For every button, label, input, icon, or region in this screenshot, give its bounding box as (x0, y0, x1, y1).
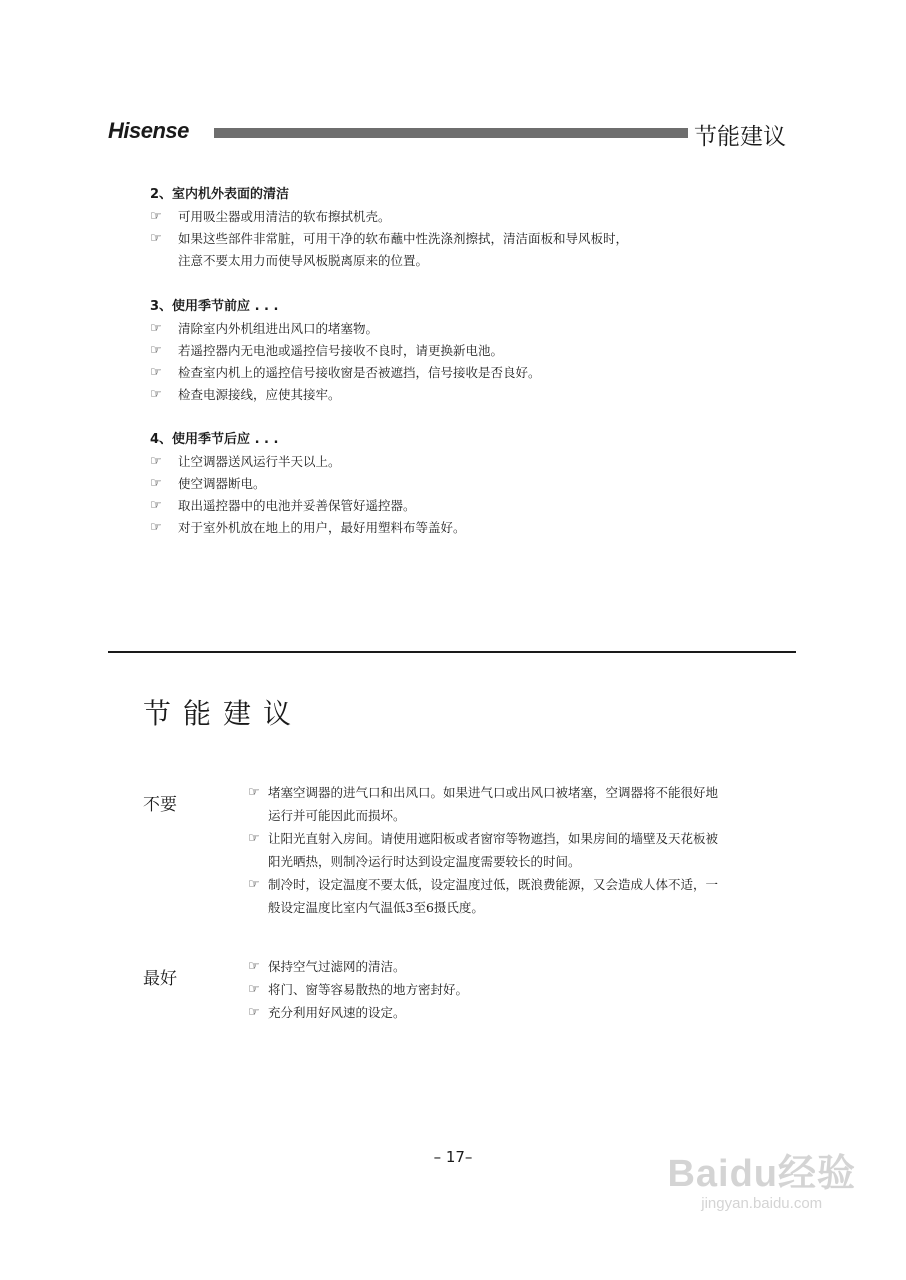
header-bar (214, 128, 688, 138)
pointing-hand-icon: ☞ (248, 877, 260, 892)
hisense-logo: Hisense (108, 118, 189, 143)
section-divider (108, 651, 796, 653)
section-title: 4、使用季节后应 . . . (150, 432, 279, 447)
best-list (248, 955, 778, 1024)
dont-label: 不要 (143, 795, 177, 815)
pointing-hand-icon: ☞ (248, 831, 260, 846)
list-item: ☞ 清除室内外机组进出风口的堵塞物。 (150, 318, 770, 340)
list-item: ☞ 制冷时，设定温度不要太低，设定温度过低，既浪费能源，又会造成人体不适，一 般设定温度比室内气温低3至6摄氏度。 (248, 873, 778, 919)
list-item: ☞ 让阳光直射入房间。请使用遮阳板或者窗帘等物遮挡，如果房间的墙壁及天花板被 阳光晒热，则制冷运行时达到设定温度需要较长的时间。 (248, 827, 778, 873)
pointing-hand-icon: ☞ (248, 982, 260, 997)
watermark-url: jingyan.baidu.com (701, 1195, 823, 1212)
page-number: – 17– (433, 1148, 473, 1166)
list-item: ☞ 若遥控器内无电池或遥控信号接收不良时，请更换新电池。 (150, 340, 770, 362)
list-item: ☞ 检查电源接线，应使其接牢。 (150, 384, 770, 406)
section-indoor-cleaning (150, 184, 770, 272)
pointing-hand-icon: ☞ (150, 520, 162, 535)
best-label: 最好 (143, 969, 177, 989)
list-item: ☞ 堵塞空调器的进气口和出风口。如果进气口或出风口被堵塞，空调器将不能很好地 运行并可能因此而损坏。 (248, 781, 778, 827)
pointing-hand-icon: ☞ (150, 476, 162, 491)
pointing-hand-icon: ☞ (150, 454, 162, 469)
list-item: ☞ 取出遥控器中的电池并妥善保管好遥控器。 (150, 495, 770, 517)
watermark-brand: Baidu经验 (667, 1153, 856, 1195)
dont-list (248, 781, 778, 919)
section-title: 3、使用季节前应 . . . (150, 299, 279, 314)
list-item: ☞ 检查室内机上的遥控信号接收窗是否被遮挡，信号接收是否良好。 (150, 362, 770, 384)
pointing-hand-icon: ☞ (150, 209, 162, 224)
energy-saving-title: 节能建议 (143, 697, 304, 730)
list-item: ☞ 让空调器送风运行半天以上。 (150, 451, 770, 473)
list-item: ☞ 如果这些部件非常脏，可用干净的软布蘸中性洗涤剂擦拭，清洁面板和导风板时， 注意不要太用力而使导风板脱离原来的位置。 (150, 228, 770, 272)
pointing-hand-icon: ☞ (150, 231, 162, 246)
list-item: ☞ 可用吸尘器或用清洁的软布擦拭机壳。 (150, 206, 770, 228)
pointing-hand-icon: ☞ (150, 321, 162, 336)
list-item: ☞ 充分利用好风速的设定。 (248, 1001, 778, 1024)
pointing-hand-icon: ☞ (150, 387, 162, 402)
pointing-hand-icon: ☞ (248, 785, 260, 800)
pointing-hand-icon: ☞ (150, 343, 162, 358)
baidu-watermark (667, 1142, 856, 1212)
section-after-season (150, 429, 770, 539)
section-before-season (150, 296, 770, 406)
list-item: ☞ 对于室外机放在地上的用户，最好用塑料布等盖好。 (150, 517, 770, 539)
list-item: ☞ 保持空气过滤网的清洁。 (248, 955, 778, 978)
pointing-hand-icon: ☞ (150, 365, 162, 380)
pointing-hand-icon: ☞ (248, 959, 260, 974)
header-title: 节能建议 (694, 124, 786, 150)
pointing-hand-icon: ☞ (150, 498, 162, 513)
list-item: ☞ 使空调器断电。 (150, 473, 770, 495)
list-item: ☞ 将门、窗等容易散热的地方密封好。 (248, 978, 778, 1001)
pointing-hand-icon: ☞ (248, 1005, 260, 1020)
section-title: 2、室内机外表面的清洁 (150, 187, 290, 202)
